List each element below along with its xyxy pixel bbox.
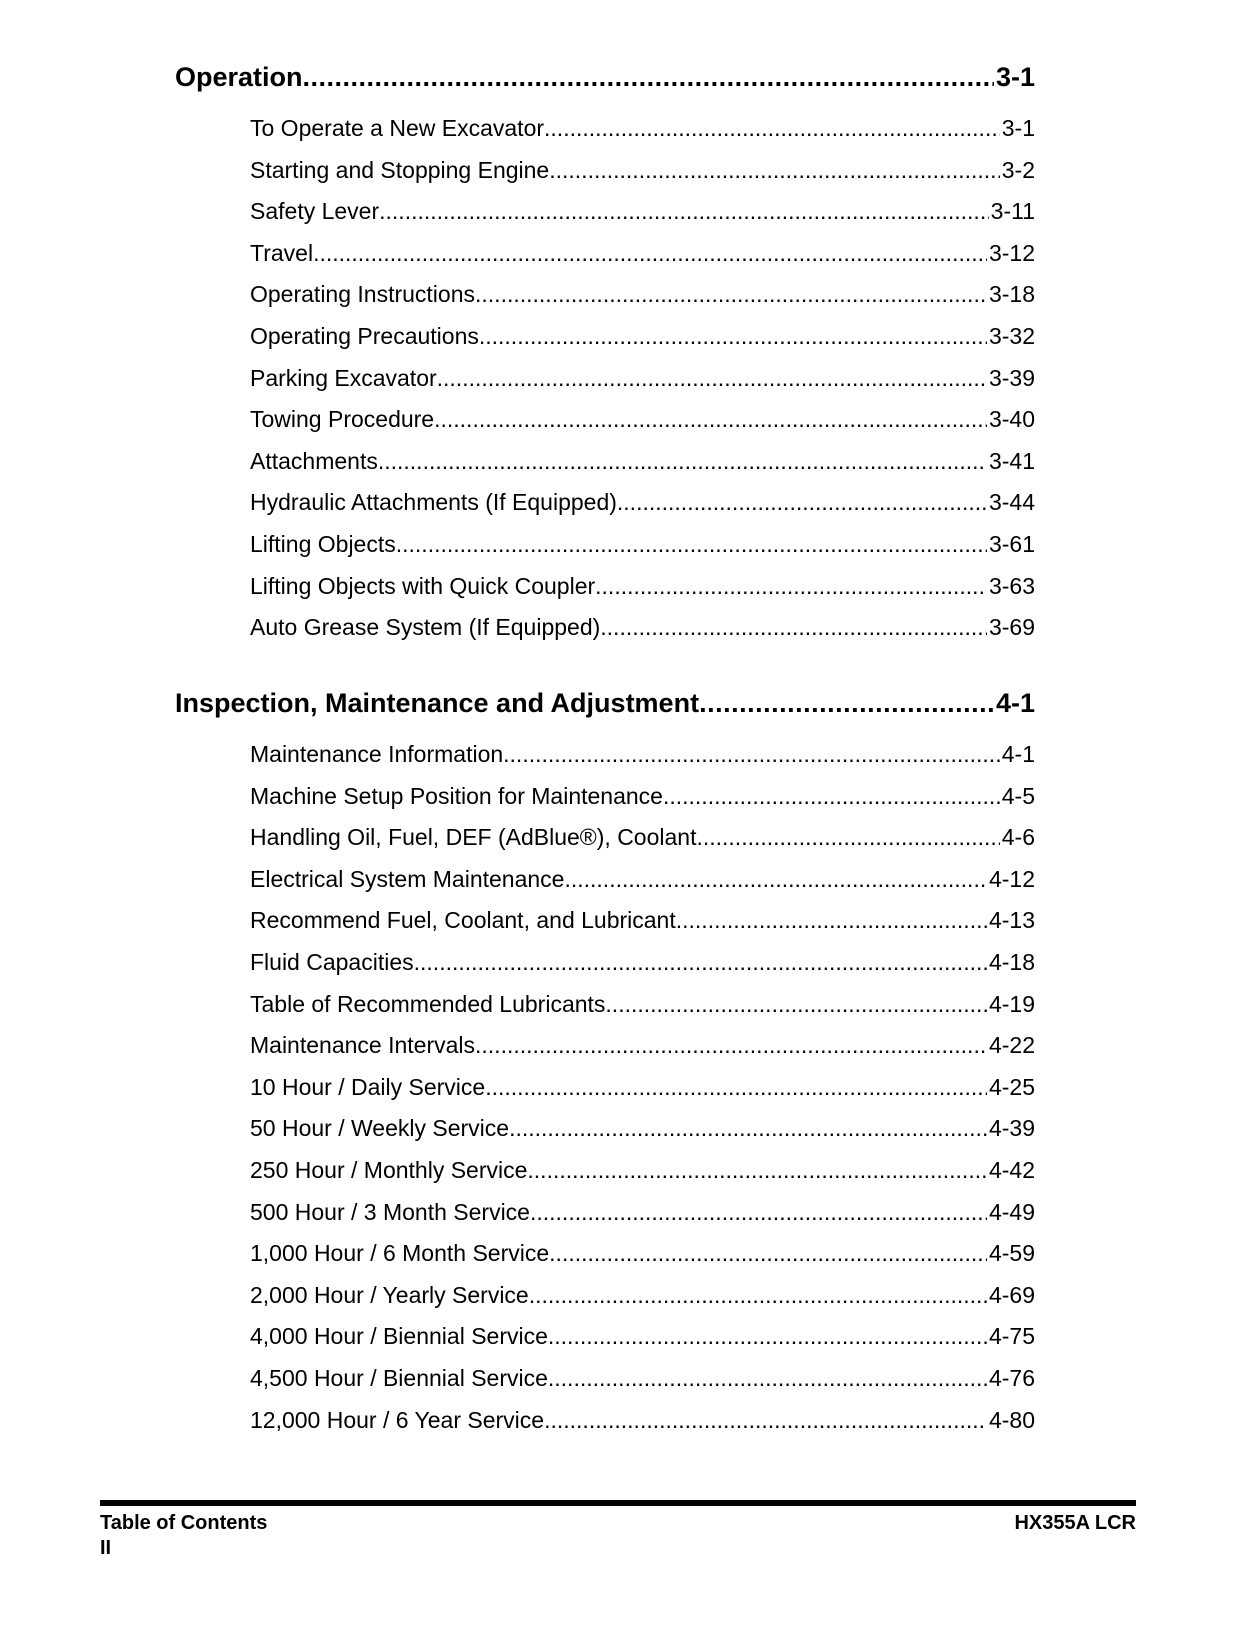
section-page: 4-1 [995,688,1035,718]
dot-leader [434,399,987,441]
toc-entry[interactable] [250,900,1035,942]
entry-title: 500 Hour / 3 Month Service [250,1198,530,1225]
toc-entry[interactable] [250,1358,1035,1400]
dot-leader [676,900,987,942]
toc-entry[interactable] [250,399,1035,441]
entry-page: 3-2 [1001,156,1035,183]
entry-page: 4-75 [988,1323,1035,1350]
entry-page: 3-11 [990,198,1035,225]
entry-page: 4-19 [988,990,1035,1017]
dot-leader [529,1275,987,1317]
dot-leader [595,566,987,608]
entry-page: 4-6 [1001,824,1035,851]
entry-page: 4-25 [988,1073,1035,1100]
toc-entry[interactable] [250,1400,1035,1442]
toc-entry[interactable] [250,1067,1035,1109]
footer-left [100,1511,267,1561]
dot-leader [564,859,986,901]
section-title: Operation [175,62,303,92]
dot-leader [544,1400,987,1442]
entry-title: Electrical System Maintenance [250,865,565,892]
dot-leader [663,776,1000,818]
entry-title: Maintenance Information [250,741,504,767]
entry-title: Lifting Objects [250,530,396,557]
entry-page: 4-76 [988,1364,1035,1391]
dot-leader [379,191,989,233]
entry-title: 10 Hour / Daily Service [250,1073,486,1100]
dot-leader [509,1108,987,1150]
toc-entry[interactable] [250,1275,1035,1317]
entry-page: 3-40 [988,406,1035,433]
entry-page: 4-1 [1001,741,1035,767]
dot-leader [549,150,1000,192]
entry-title: Maintenance Intervals [250,1032,476,1059]
toc-entry[interactable] [250,1150,1035,1192]
entry-title: Auto Grease System (If Equipped) [250,614,601,641]
entry-title: Operating Precautions [250,322,479,349]
entry-page: 3-12 [988,239,1035,266]
entry-title: 2,000 Hour / Yearly Service [250,1281,529,1308]
dot-leader [378,441,987,483]
dot-leader [485,1067,987,1109]
toc-entry[interactable] [250,441,1035,483]
entry-page: 3-61 [988,530,1035,557]
entry-page: 3-41 [988,447,1035,474]
dot-leader [544,108,1000,150]
dot-leader [549,1233,987,1275]
dot-leader [699,688,994,719]
toc-entry[interactable] [250,1192,1035,1234]
entry-title: 4,000 Hour / Biennial Service [250,1323,548,1350]
entry-title: Attachments [250,447,378,474]
entry-page: 4-80 [988,1406,1035,1433]
toc-entry[interactable] [250,233,1035,275]
entry-title: Fluid Capacities [250,948,414,975]
entry-title: 12,000 Hour / 6 Year Service [250,1406,545,1433]
dot-leader [503,734,1000,776]
dot-leader [479,316,987,358]
entry-title: Lifting Objects with Quick Coupler [250,572,596,599]
entry-title: Travel [250,239,314,266]
toc-entry[interactable] [250,942,1035,984]
entry-page: 4-42 [988,1156,1035,1183]
toc-entry[interactable] [250,150,1035,192]
dot-leader [600,607,987,649]
entry-title: 4,500 Hour / Biennial Service [250,1364,548,1391]
toc-entry[interactable] [250,274,1035,316]
toc-entry[interactable] [250,1025,1035,1067]
toc-section-inspection-maintenance [175,688,1035,1441]
toc-entry[interactable] [250,108,1035,150]
entry-page: 3-69 [988,614,1035,641]
entry-page: 4-13 [988,907,1035,934]
entry-page: 4-22 [988,1032,1035,1059]
dot-leader [530,1192,987,1234]
entry-page: 3-1 [1001,115,1035,141]
entry-title: Safety Lever [250,198,380,225]
entry-page: 4-59 [988,1240,1035,1267]
entry-title: Operating Instructions [250,281,476,308]
dot-leader [548,1316,987,1358]
toc-entry[interactable] [250,566,1035,608]
dot-leader [437,358,987,400]
dot-leader [548,1358,987,1400]
entry-page: 4-39 [988,1115,1035,1142]
toc-entry[interactable] [250,482,1035,524]
entry-page: 3-63 [988,572,1035,599]
toc-entry[interactable] [250,1233,1035,1275]
footer-document-title: Table of Contents [100,1512,268,1534]
toc-entry[interactable] [250,776,1035,818]
entry-title: 1,000 Hour / 6 Month Service [250,1240,550,1267]
entry-title: Towing Procedure [250,406,435,433]
dot-leader [414,942,987,984]
dot-leader [475,274,987,316]
toc-entry[interactable] [250,524,1035,566]
entry-title: Parking Excavator [250,364,437,391]
section-page: 3-1 [995,62,1035,92]
dot-leader [303,62,994,93]
footer-rule [100,1500,1136,1506]
toc-entry[interactable] [250,734,1035,776]
entry-title: Machine Setup Position for Maintenance [250,782,663,809]
entry-title: Table of Recommended Lubricants [250,990,606,1017]
toc-section-operation [175,62,1035,649]
entry-page: 4-5 [1001,782,1035,809]
dot-leader [605,984,987,1026]
footer-page-number: II [100,1537,112,1559]
toc-entry[interactable] [250,191,1035,233]
section-heading[interactable] [175,688,1035,728]
entry-title: Hydraulic Attachments (If Equipped) [250,489,617,516]
footer-model-name: HX355A LCR [1014,1512,1136,1534]
toc-entry[interactable] [250,1316,1035,1358]
entry-title: 50 Hour / Weekly Service [250,1115,510,1142]
entry-page: 4-69 [988,1281,1035,1308]
entry-title: 250 Hour / Monthly Service [250,1156,528,1183]
entry-title: Recommend Fuel, Coolant, and Lubricant [250,907,676,934]
entry-page: 4-49 [988,1198,1035,1225]
entry-page: 3-44 [988,489,1035,516]
entry-page: 4-18 [988,948,1035,975]
dot-leader [313,233,987,275]
section-heading[interactable] [175,62,1035,102]
toc-entry[interactable] [250,607,1035,649]
section-title: Inspection, Maintenance and Adjustment [175,688,700,718]
dot-leader [617,482,987,524]
toc-entry[interactable] [250,859,1035,901]
dot-leader [696,817,999,859]
entry-page: 4-12 [988,865,1035,892]
entry-title: Starting and Stopping Engine [250,156,550,183]
toc-entry[interactable] [250,316,1035,358]
entry-title: To Operate a New Excavator [250,115,545,141]
toc-entry[interactable] [250,984,1035,1026]
toc-entry[interactable] [250,1108,1035,1150]
entry-title: Handling Oil, Fuel, DEF (AdBlue®), Coolant [250,824,697,851]
dot-leader [527,1150,987,1192]
entry-page: 3-18 [988,281,1035,308]
dot-leader [396,524,987,566]
entry-page: 3-32 [988,322,1035,349]
entry-page: 3-39 [988,364,1035,391]
dot-leader [475,1025,987,1067]
toc-entry[interactable] [250,358,1035,400]
toc-entry[interactable] [250,817,1035,859]
